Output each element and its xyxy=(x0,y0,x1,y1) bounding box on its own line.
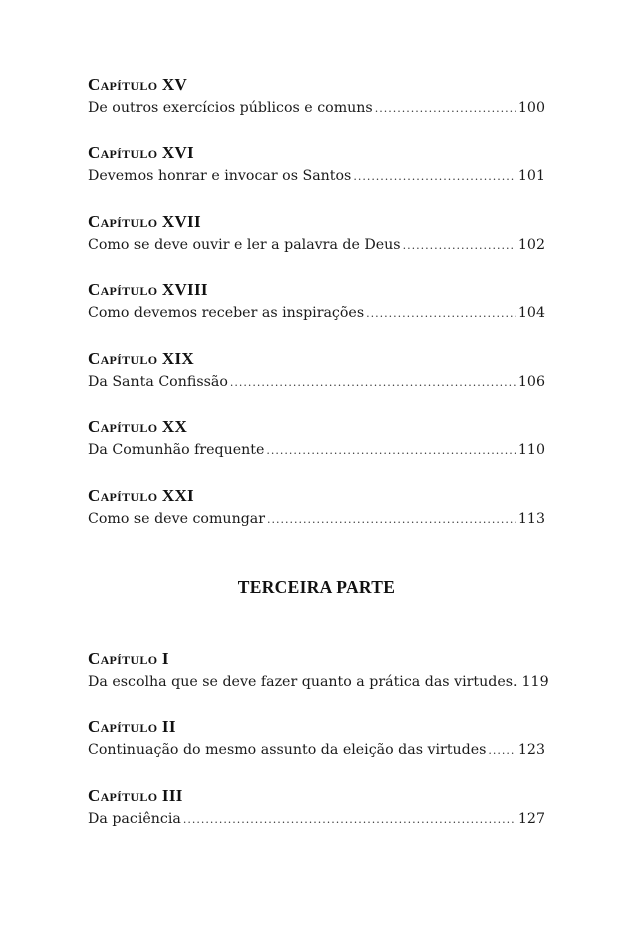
part-heading: TERCEIRA PARTE xyxy=(237,577,396,597)
dot-leader xyxy=(266,439,516,463)
chapter-title: Da Santa Confissão xyxy=(88,374,228,390)
chapter-title: Continuação do mesmo assunto da eleição das virtudes xyxy=(88,742,487,758)
toc-line xyxy=(88,370,545,394)
toc-entry xyxy=(88,211,545,257)
chapter-title: Devemos honrar e invocar os Santos xyxy=(88,168,352,184)
dot-leader xyxy=(375,97,516,121)
chapter-heading: Capítulo XIX xyxy=(88,349,194,368)
dot-leader xyxy=(366,302,516,326)
toc-line xyxy=(88,233,545,257)
chapter-title: Como se deve ouvir e ler a palavra de Deus xyxy=(88,237,401,253)
chapter-heading: Capítulo XVIII xyxy=(88,280,208,299)
toc-entry xyxy=(88,142,545,188)
chapter-title: Da paciência xyxy=(88,811,181,827)
toc-line xyxy=(88,164,545,188)
chapter-heading: Capítulo III xyxy=(88,786,183,805)
chapter-heading: Capítulo I xyxy=(88,649,169,668)
toc-entry xyxy=(88,348,545,394)
toc-line xyxy=(88,301,545,325)
toc-entry xyxy=(88,279,545,325)
dot-leader xyxy=(403,234,516,258)
chapter-title: Da escolha que se deve fazer quanto a prática das virtudes. xyxy=(88,674,518,690)
dot-leader xyxy=(183,808,516,832)
chapter-title: De outros exercícios públicos e comuns xyxy=(88,100,373,116)
page-number: 106 xyxy=(517,374,545,390)
toc-line xyxy=(88,670,549,694)
toc-entry xyxy=(88,648,549,694)
toc-entry xyxy=(88,785,545,831)
toc-entry xyxy=(88,416,545,462)
chapter-title: Como devemos receber as inspirações xyxy=(88,305,365,321)
toc-line xyxy=(88,807,545,831)
toc-entry xyxy=(88,74,545,120)
page-number: 110 xyxy=(517,442,545,458)
chapter-heading: Capítulo II xyxy=(88,717,176,736)
page-number: 127 xyxy=(517,811,545,827)
page-number: 104 xyxy=(517,305,545,321)
dot-leader xyxy=(488,739,515,763)
chapter-heading: Capítulo XXI xyxy=(88,486,194,505)
chapter-heading: Capítulo XVII xyxy=(88,212,201,231)
page-number: 119 xyxy=(521,674,549,690)
page-number: 123 xyxy=(517,742,545,758)
dot-leader xyxy=(267,508,516,532)
page-number: 102 xyxy=(517,237,545,253)
chapter-heading: Capítulo XV xyxy=(88,75,188,94)
page-number: 101 xyxy=(517,168,545,184)
chapter-heading: Capítulo XVI xyxy=(88,143,194,162)
page-number: 113 xyxy=(517,511,545,527)
toc-entry xyxy=(88,716,545,762)
toc-line xyxy=(88,438,545,462)
dot-leader xyxy=(230,371,516,395)
chapter-title: Da Comunhão frequente xyxy=(88,442,265,458)
toc-line xyxy=(88,738,545,762)
toc-line xyxy=(88,96,545,120)
dot-leader xyxy=(353,165,516,189)
page-number: 100 xyxy=(517,100,545,116)
toc-line xyxy=(88,507,545,531)
toc-entry xyxy=(88,485,545,531)
chapter-title: Como se deve comungar xyxy=(88,511,266,527)
chapter-heading: Capítulo XX xyxy=(88,417,188,436)
